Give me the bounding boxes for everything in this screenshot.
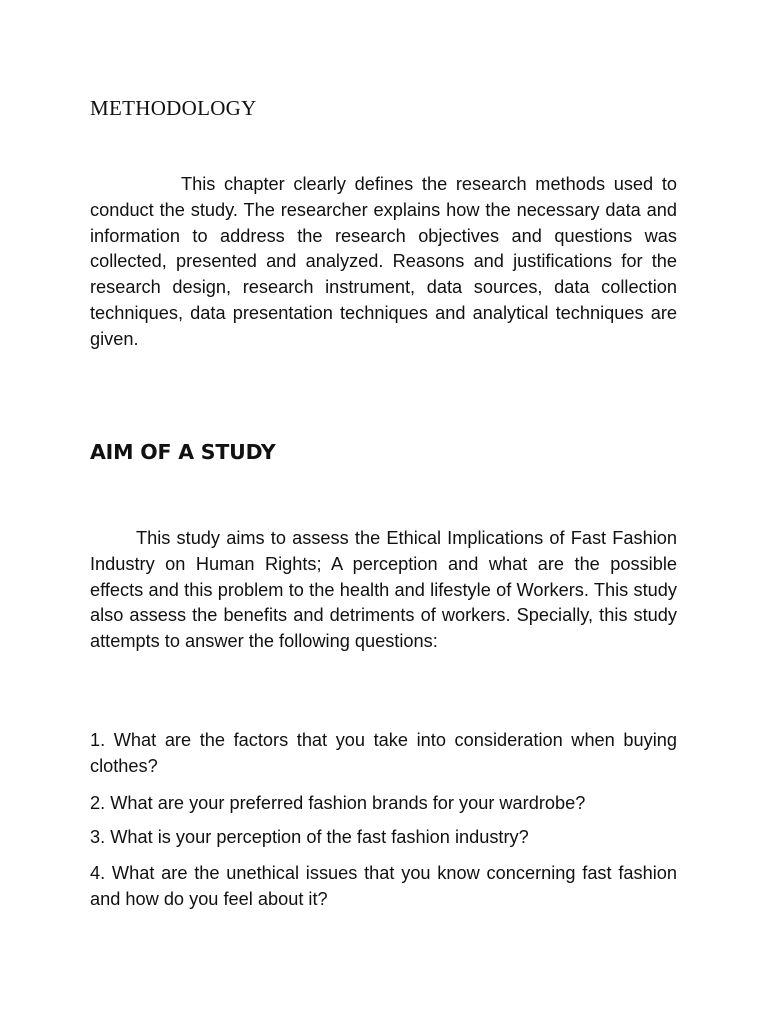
- aim-heading: AIM OF A STUDY: [90, 440, 276, 464]
- intro-paragraph: This chapter clearly defines the research methods used to conduct the study. The researcher explains how the necessary data and information to address the research objectives and questions was collected, presented and analyzed. Reasons and justifications for the research design, research instrument, data sources, data collection techniques, data presentation techniques and analytical techniques are given.: [90, 174, 677, 349]
- aim-paragraph: This study aims to assess the Ethical Implications of Fast Fashion Industry on Human Rights; A perception and what are the possible effects and this problem to the health and lifestyle of Workers. This study also assess the benefits and detriments of workers. Specially, this study attempts to answer the following questions:: [90, 528, 677, 652]
- question-item-4: 4. What are the unethical issues that you know concerning fast fashion and how do you feel about it?: [90, 863, 677, 909]
- question-item-1: 1. What are the factors that you take into consideration when buying clothes?: [90, 730, 677, 776]
- methodology-heading: METHODOLOGY: [90, 96, 257, 120]
- question-item-3: 3. What is your perception of the fast fashion industry?: [90, 827, 529, 847]
- question-item-2: 2. What are your preferred fashion brands for your wardrobe?: [90, 793, 586, 813]
